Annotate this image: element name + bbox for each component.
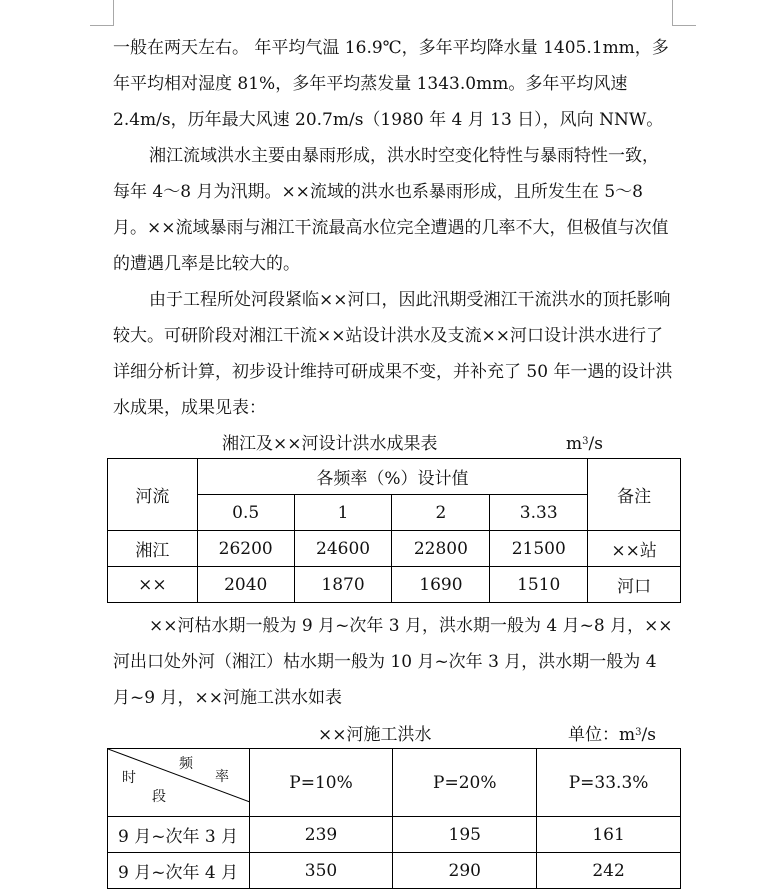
value-cell: 290 [393,853,537,889]
paragraph-dry-season: ××河枯水期一般为 9 月~次年 3 月，洪水期一般为 4 月~8 月，××河出口处外河（湘江）枯水期一般为 10 月~次年 3 月，洪水期一般为 4 月~9 月，××河施工洪水如表 [113,616,673,708]
table-row [108,531,681,567]
note-cell: ××站 [588,531,681,567]
value-cell: 195 [393,817,537,853]
river-cell: 湘江 [108,531,198,567]
crop-mark-right-v [672,0,673,26]
freq-header: 0.5 [197,495,294,531]
note-cell: 河口 [588,567,681,603]
corner-label-rate: 率 [215,769,229,785]
value-cell: 24600 [294,531,392,567]
table-row [108,817,681,853]
col-header: P=20% [393,749,537,817]
table1-caption: 湘江及××河设计洪水成果表 [222,434,438,454]
crop-mark-left-v [113,0,114,26]
table2-unit: 单位：$m^3/s$ [568,725,656,745]
header-river: 河流 [108,459,198,531]
value-cell: 1690 [392,567,490,603]
value-cell: 21500 [490,531,588,567]
header-note: 备注 [588,459,681,531]
crop-mark-left-h [90,25,114,26]
corner-header-cell [108,749,250,817]
freq-header: 3.33 [490,495,588,531]
corner-label-time: 时 [122,770,136,786]
value-cell: 22800 [392,531,490,567]
freq-header: 1 [294,495,392,531]
table2-caption: ××河施工洪水 [318,725,432,745]
construction-flood-table [107,748,681,889]
table1-unit: $m^3/s$ [566,434,603,454]
river-cell: ×× [108,567,198,603]
period-cell: 9 月~次年 3 月 [108,817,250,853]
freq-header: 2 [392,495,490,531]
period-cell: 9 月~次年 4 月 [108,853,250,889]
table-row [108,853,681,889]
value-cell: 26200 [197,531,294,567]
value-cell: 161 [537,817,681,853]
crop-mark-right-h [672,25,696,26]
value-cell: 2040 [197,567,294,603]
col-header: P=33.3% [537,749,681,817]
corner-label-freq: 频 [179,756,193,772]
design-flood-table [107,458,681,603]
value-cell: 239 [249,817,393,853]
paragraph-flood-origin: 湘江流域洪水主要由暴雨形成，洪水时空变化特性与暴雨特性一致，每年 4～8 月为汛期。××流域的洪水也系暴雨形成，且所发生在 5～8 月。××流域暴雨与湘江干流最高水位完全遭遇的几率不大，但极值与次值的遭遇几率是比较大的。 [113,146,669,274]
header-frequency-group: 各频率（%）设计值 [197,459,587,495]
value-cell: 1870 [294,567,392,603]
paragraph-climate: 一般在两天左右。 年平均气温 16.9℃，多年平均降水量 1405.1mm，多年平均相对湿度 81%，多年平均蒸发量 1343.0mm。多年平均风速 2.4m/s，历年最大风速 20.7m/s（1980 年 4 月 13 日），风向 NNW。 [113,38,669,130]
value-cell: 242 [537,853,681,889]
table-row [108,567,681,603]
paragraph-design-flood: 由于工程所处河段紧临××河口，因此汛期受湘江干流洪水的顶托影响较大。可研阶段对湘江干流××站设计洪水及支流××河口设计洪水进行了详细分析计算，初步设计维持可研成果不变，并补充了 50 年一遇的设计洪水成果，成果见表： [113,290,673,418]
value-cell: 1510 [490,567,588,603]
col-header: P=10% [249,749,393,817]
corner-label-period: 段 [152,789,166,805]
value-cell: 350 [249,853,393,889]
